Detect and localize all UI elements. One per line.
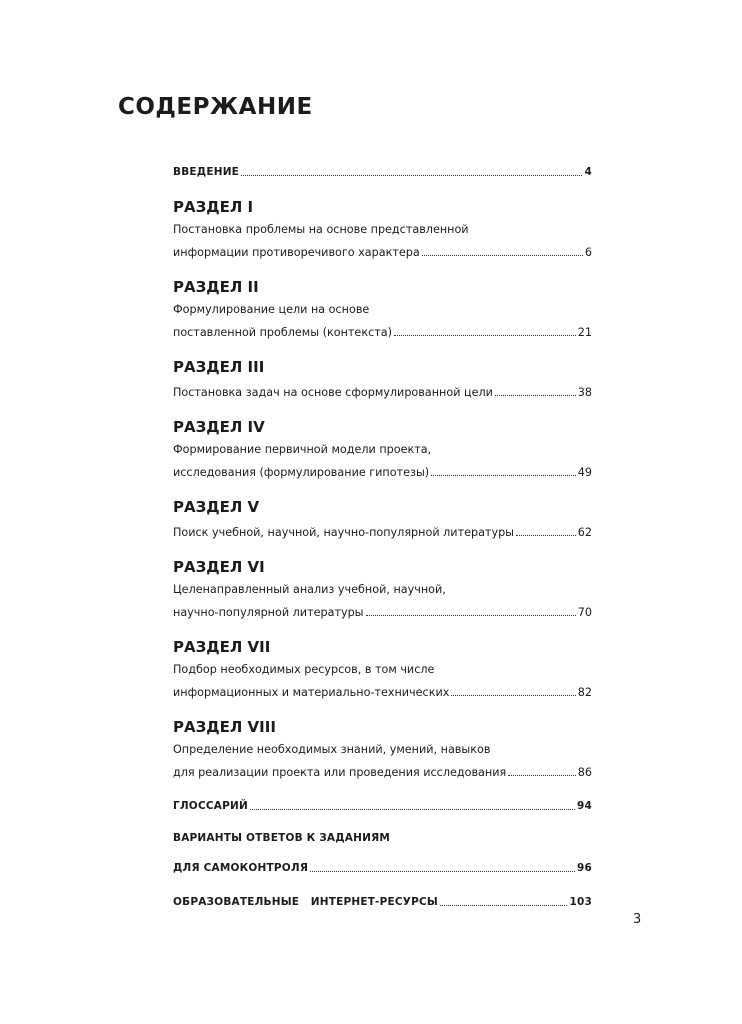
section-heading-2: РАЗДЕЛ II xyxy=(173,278,259,296)
dot-leader xyxy=(440,905,568,906)
toc-page-number: 82 xyxy=(577,686,592,699)
section-heading-5: РАЗДЕЛ V xyxy=(173,498,260,516)
toc-entry-section-4[interactable] xyxy=(173,460,592,480)
toc-entry-label: ВВЕДЕНИЕ xyxy=(173,166,240,178)
toc-entry-answers[interactable] xyxy=(173,856,592,876)
toc-entry-label: информации противоречивого характера xyxy=(173,246,420,259)
toc-page-number: 38 xyxy=(577,386,592,399)
toc-entry-label: для реализации проекта или проведения исследования xyxy=(173,766,507,779)
toc-page-number: 6 xyxy=(584,246,592,259)
toc-entry-label: поставленной проблемы (контекста) xyxy=(173,326,392,339)
toc-entry-label: ДЛЯ САМОКОНТРОЛЯ xyxy=(173,862,309,874)
toc-page-number: 49 xyxy=(577,466,592,479)
toc-entry-label: ГЛОССАРИЙ xyxy=(173,800,248,812)
toc-page-number: 94 xyxy=(576,800,592,812)
dot-leader xyxy=(310,871,575,872)
dot-leader xyxy=(451,695,575,696)
toc-entry-label: информационных и материально-технических xyxy=(173,686,450,699)
toc-entry-line: Формулирование цели на основе xyxy=(173,303,370,316)
table-of-contents xyxy=(173,160,592,910)
toc-entry-label: Поиск учебной, научной, научно-популярной литературы xyxy=(173,526,515,539)
toc-entry-line: Формирование первичной модели проекта, xyxy=(173,443,432,456)
toc-entry-intro[interactable] xyxy=(173,160,592,180)
toc-entry-label: ОБРАЗОВАТЕЛЬНЫЕ ИНТЕРНЕТ-РЕСУРСЫ xyxy=(173,896,438,908)
page-number: 3 xyxy=(633,912,642,927)
toc-page-number: 4 xyxy=(584,166,592,178)
toc-entry-label: Постановка задач на основе сформулированной цели xyxy=(173,386,493,399)
dot-leader xyxy=(422,255,583,256)
toc-entry-section-8[interactable] xyxy=(173,760,592,780)
toc-page-number: 62 xyxy=(577,526,592,539)
dot-leader xyxy=(516,535,576,536)
section-heading-7: РАЗДЕЛ VII xyxy=(173,638,271,656)
dot-leader xyxy=(394,335,576,336)
dot-leader xyxy=(241,175,582,176)
dot-leader xyxy=(431,475,576,476)
toc-entry-line: Постановка проблемы на основе представленной xyxy=(173,223,469,236)
toc-entry-section-1[interactable] xyxy=(173,240,592,260)
dot-leader xyxy=(366,615,576,616)
toc-page-number: 96 xyxy=(576,862,592,874)
page-title: СОДЕРЖАНИЕ xyxy=(118,94,313,120)
toc-page-number: 21 xyxy=(577,326,592,339)
toc-entry-label: исследования (формулирование гипотезы) xyxy=(173,466,430,479)
dot-leader xyxy=(250,809,575,810)
toc-entry-line: Определение необходимых знаний, умений, навыков xyxy=(173,743,491,756)
toc-entry-section-3[interactable] xyxy=(173,380,592,400)
dot-leader xyxy=(495,395,576,396)
toc-entry-label: научно-популярной литературы xyxy=(173,606,364,619)
toc-entry-line: Подбор необходимых ресурсов, в том числе xyxy=(173,663,435,676)
section-heading-3: РАЗДЕЛ III xyxy=(173,358,265,376)
toc-entry-line: ВАРИАНТЫ ОТВЕТОВ К ЗАДАНИЯМ xyxy=(173,832,391,844)
section-heading-8: РАЗДЕЛ VIII xyxy=(173,718,276,736)
toc-page-number: 103 xyxy=(569,896,592,908)
toc-page-number: 70 xyxy=(577,606,592,619)
dot-leader xyxy=(508,775,576,776)
toc-entry-glossary[interactable] xyxy=(173,794,592,814)
toc-entry-section-6[interactable] xyxy=(173,600,592,620)
toc-entry-section-7[interactable] xyxy=(173,680,592,700)
toc-entry-resources[interactable] xyxy=(173,890,592,910)
toc-entry-section-2[interactable] xyxy=(173,320,592,340)
toc-entry-section-5[interactable] xyxy=(173,520,592,540)
toc-entry-line: Целенаправленный анализ учебной, научной, xyxy=(173,583,446,596)
section-heading-4: РАЗДЕЛ IV xyxy=(173,418,265,436)
section-heading-6: РАЗДЕЛ VI xyxy=(173,558,265,576)
section-heading-1: РАЗДЕЛ I xyxy=(173,198,254,216)
toc-page-number: 86 xyxy=(577,766,592,779)
